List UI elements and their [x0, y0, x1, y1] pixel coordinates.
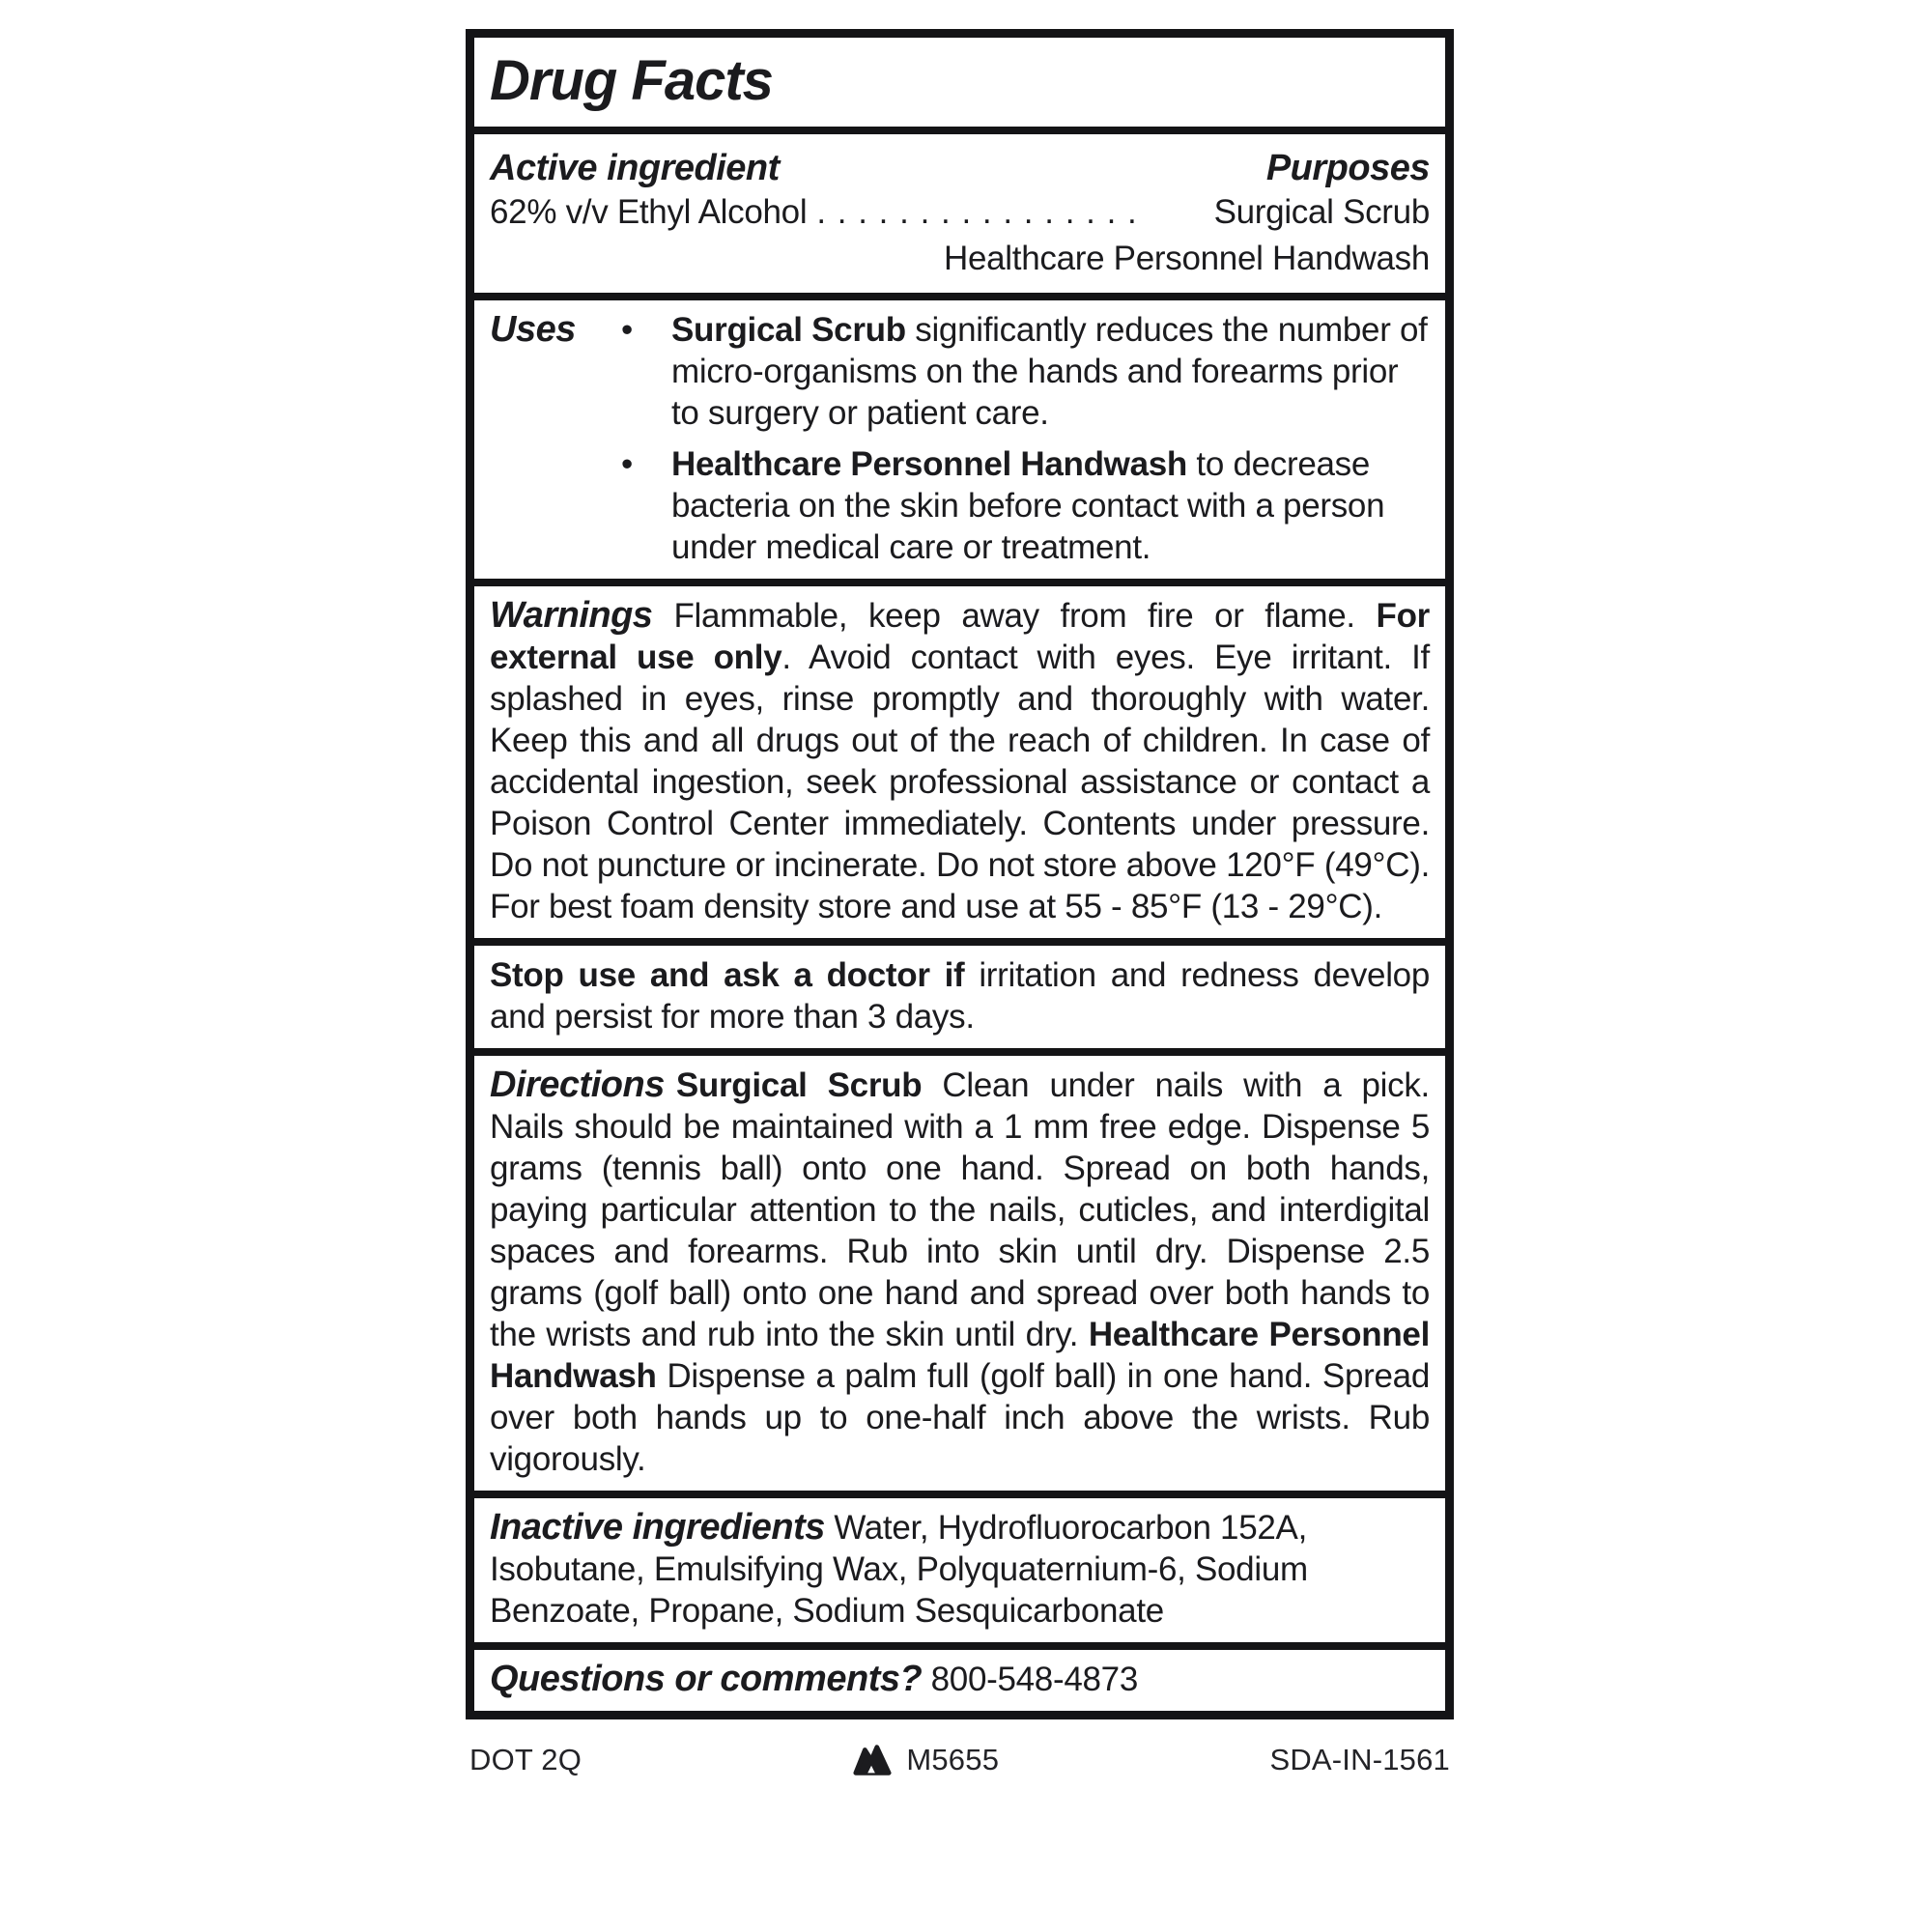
uses-bullet-list	[617, 309, 1430, 568]
active-ingredient-heading: Active ingredient	[490, 148, 780, 188]
section-directions	[474, 1048, 1445, 1491]
bullet-icon	[617, 443, 671, 568]
drug-facts-label	[466, 29, 1454, 1719]
warnings-paragraph	[490, 595, 1430, 927]
purpose-handwash-row	[490, 236, 1430, 282]
purpose-surgical-scrub: Surgical Scrub	[1213, 193, 1430, 231]
questions-paragraph	[490, 1659, 1430, 1700]
uses-bullet-bold: Healthcare Personnel Handwash	[671, 445, 1187, 483]
warnings-text-1: Flammable, keep away from fire or flame.	[673, 597, 1377, 635]
section-active-ingredient	[474, 127, 1445, 293]
drug-facts-title: Drug Facts	[490, 49, 773, 112]
footer-center-group	[852, 1743, 999, 1777]
warnings-text-2: . Avoid contact with eyes. Eye irritant. If splashed in eyes, rinse promptly and thoroughly with water. Keep this and all drugs out of the reach of children. In case of accidental ingestion, seek professional assistance or contact a Poison Control Center immediately. Contents under pressure. Do not puncture or incinerate. Do not store above 120°F (49°C). For best foam density store and use at 55 - 85°F (13 - 29°C).	[490, 639, 1430, 925]
active-ingredient-name: 62% v/v Ethyl Alcohol	[490, 193, 808, 231]
uses-bullet-handwash	[617, 443, 1430, 568]
dot-leader: . . . . . . . . . . . . . . . .	[816, 193, 1138, 231]
uses-bullet-bold: Surgical Scrub	[671, 311, 906, 349]
inactive-ingredients-paragraph	[490, 1507, 1430, 1632]
directions-handwash-bold: Healthcare Personnel Handwash	[490, 1316, 1430, 1395]
stop-use-bold: Stop use and ask a doctor if	[490, 956, 965, 994]
mountain-logo-icon	[852, 1744, 893, 1776]
uses-bullet-text	[671, 309, 1430, 434]
bullet-icon	[617, 309, 671, 434]
uses-row	[490, 309, 1430, 568]
uses-bullet-body: to decrease bacteria on the skin before contact with a person under medical care or treatment.	[671, 445, 1385, 566]
uses-bullet-body: significantly reduces the number of micro-organisms on the hands and forearms prior to surgery or patient care.	[671, 311, 1428, 432]
active-purposes-header-row	[490, 148, 1430, 189]
section-stop-use	[474, 938, 1445, 1048]
section-title	[474, 38, 1445, 127]
section-warnings	[474, 579, 1445, 938]
uses-bullet-surgical-scrub	[617, 309, 1430, 434]
footer-part-number: M5655	[906, 1743, 1000, 1776]
directions-surgical-scrub-bold: Surgical Scrub	[675, 1066, 923, 1104]
section-uses	[474, 293, 1445, 579]
warnings-external-use-bold: For external use only	[490, 597, 1430, 676]
stop-use-text: irritation and redness develop and persist for more than 3 days.	[490, 956, 1430, 1036]
footer-label-code: SDA-IN-1561	[1269, 1743, 1450, 1776]
inactive-ingredients-text: Water, Hydrofluorocarbon 152A, Isobutane, Emulsifying Wax, Polyquaternium-6, Sodium Benzoate, Propane, Sodium Sesquicarbonate	[490, 1509, 1308, 1630]
footer-dot-spec-code: DOT 2Q	[469, 1743, 582, 1776]
stop-use-paragraph	[490, 954, 1430, 1037]
questions-phone-number: 800-548-4873	[922, 1661, 1138, 1698]
footer-row	[466, 1743, 1454, 1777]
directions-paragraph	[490, 1065, 1430, 1480]
inactive-ingredients-heading: Inactive ingredients	[490, 1507, 825, 1548]
directions-text-1: Clean under nails with a pick. Nails should be maintained with a 1 mm free edge. Dispense 5 grams (tennis ball) onto one hand. Spread on both hands, paying particular attention to the nails, cuticles, and interdigital spaces and forearms. Rub into skin until dry. Dispense 2.5 grams (golf ball) onto one hand and spread over both hands to the wrists and rub into the skin until dry.	[490, 1066, 1430, 1353]
directions-text-2: Dispense a palm full (golf ball) in one hand. Spread over both hands up to one-half inch above the wrists. Rub vigorously.	[490, 1357, 1430, 1478]
uses-bullet-text	[671, 443, 1430, 568]
section-inactive-ingredients	[474, 1491, 1445, 1642]
purpose-healthcare-handwash: Healthcare Personnel Handwash	[944, 240, 1430, 277]
active-ingredient-row	[490, 189, 1430, 236]
label-wrapper	[466, 29, 1454, 1777]
section-questions	[474, 1642, 1445, 1711]
questions-heading: Questions or comments?	[490, 1659, 923, 1699]
purposes-heading: Purposes	[1265, 148, 1430, 188]
warnings-heading: Warnings	[490, 595, 653, 636]
uses-heading: Uses	[490, 309, 576, 350]
directions-heading: Directions	[490, 1065, 665, 1105]
